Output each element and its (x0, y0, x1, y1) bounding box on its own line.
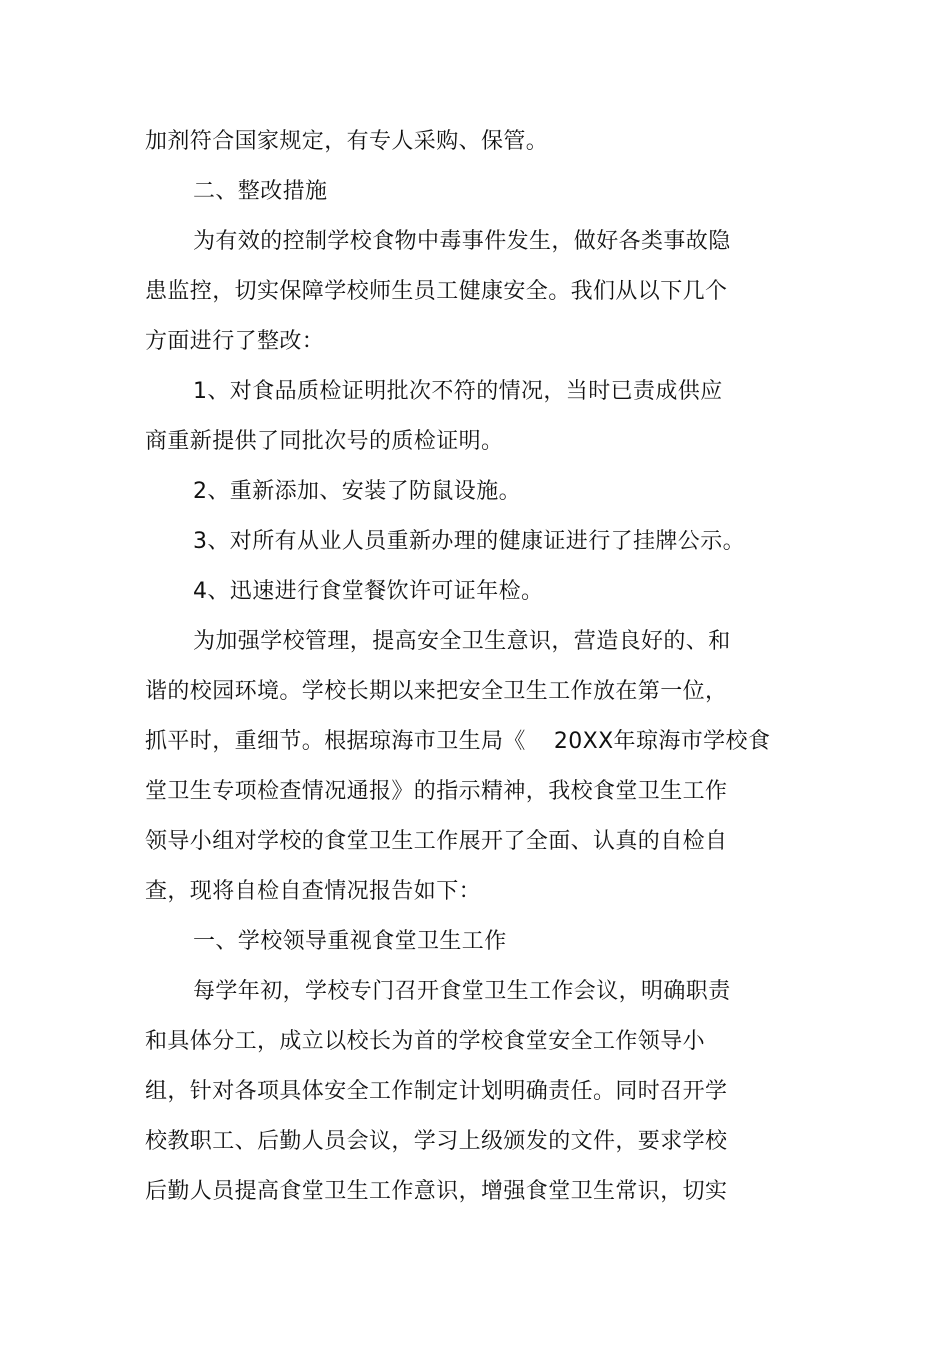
text-line: 领导小组对学校的食堂卫生工作展开了全面、认真的自检自 (145, 829, 728, 854)
text-line: 后勤人员提高食堂卫生工作意识，增强食堂卫生常识，切实 (145, 1179, 728, 1204)
text-line: 为加强学校管理，提高安全卫生意识，营造良好的、和 (193, 629, 731, 654)
list-item: 1、对食品质检证明批次不符的情况，当时已责成供应 (193, 379, 723, 404)
text-line-part: 20XX年琼海市学校食 (553, 729, 771, 754)
text-line: 每学年初，学校专门召开食堂卫生工作会议，明确职责 (193, 979, 731, 1004)
section-heading: 二、整改措施 (193, 179, 328, 204)
text-line: 商重新提供了同批次号的质检证明。 (145, 429, 504, 454)
text-line: 加剂符合国家规定，有专人采购、保管。 (145, 129, 549, 154)
text-line: 校教职工、后勤人员会议，学习上级颁发的文件，要求学校 (145, 1129, 728, 1154)
text-line: 组，针对各项具体安全工作制定计划明确责任。同时召开学 (145, 1079, 728, 1104)
text-line (145, 727, 770, 757)
text-line-part: 抓平时，重细节。根据琼海市卫生局《 (145, 729, 526, 754)
list-item: 2、重新添加、安装了防鼠设施。 (193, 479, 521, 504)
text-line: 查，现将自检自查情况报告如下： (145, 879, 482, 904)
section-heading: 一、学校领导重视食堂卫生工作 (193, 929, 507, 954)
text-line: 堂卫生专项检查情况通报》的指示精神，我校食堂卫生工作 (145, 779, 728, 804)
list-item: 3、对所有从业人员重新办理的健康证进行了挂牌公示。 (193, 529, 745, 554)
list-item: 4、迅速进行食堂餐饮许可证年检。 (193, 579, 544, 604)
text-line: 患监控，切实保障学校师生员工健康安全。我们从以下几个 (145, 279, 728, 304)
text-line: 方面进行了整改： (145, 329, 325, 354)
text-line: 谐的校园环境。学校长期以来把安全卫生工作放在第一位， (145, 679, 728, 704)
text-line: 和具体分工，成立以校长为首的学校食堂安全工作领导小 (145, 1029, 706, 1054)
text-line: 为有效的控制学校食物中毒事件发生，做好各类事故隐 (193, 229, 731, 254)
